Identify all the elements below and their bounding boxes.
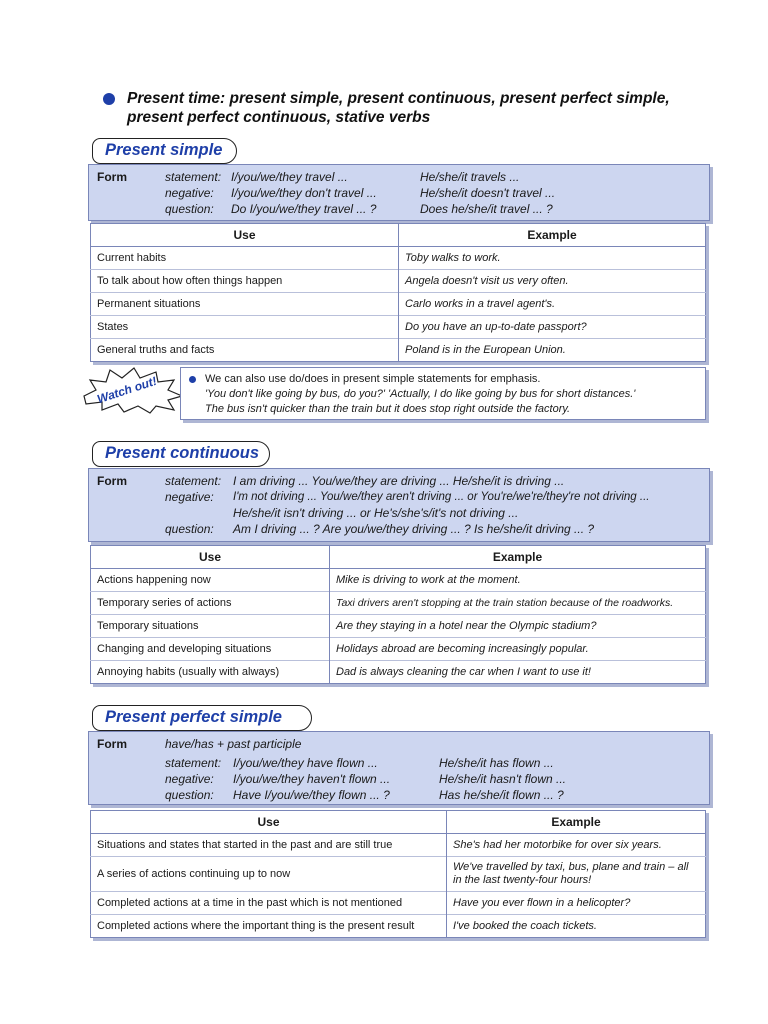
- form-label: Form: [97, 474, 127, 488]
- form-box-present-simple: [88, 164, 710, 221]
- form-negative-plural: I/you/we/they don't travel ...: [231, 186, 377, 200]
- form-negative-plural: I/you/we/they haven't flown ...: [233, 772, 391, 786]
- form-question-plural: Do I/you/we/they travel ... ?: [231, 202, 377, 216]
- form-question-singular: Does he/she/it travel ... ?: [420, 202, 553, 216]
- example-cell: Taxi drivers aren't stopping at the train station because of the roadworks.: [330, 592, 706, 615]
- use-cell: A series of actions continuing up to now: [91, 857, 447, 892]
- watch-out-badge: Watch out!: [95, 373, 159, 407]
- example-cell: We've travelled by taxi, bus, plane and train – all in the last twenty-four hours!: [447, 857, 706, 892]
- form-statement-singular: He/she/it has flown ...: [439, 756, 554, 770]
- example-cell: I've booked the coach tickets.: [447, 915, 706, 938]
- table-row: [91, 661, 706, 684]
- use-header: Use: [91, 224, 399, 247]
- watch-out-box: [180, 367, 706, 420]
- form-row-label: statement:: [165, 170, 222, 184]
- form-structure: have/has + past participle: [165, 737, 302, 751]
- form-negative: I'm not driving ... You/we/they aren't driving ... or You're/we're/they're not driving ...: [233, 491, 650, 503]
- example-cell: Carlo works in a travel agent's.: [399, 293, 706, 316]
- form-row-label: negative:: [165, 186, 214, 200]
- form-question-singular: Has he/she/it flown ... ?: [439, 788, 564, 802]
- example-cell: Mike is driving to work at the moment.: [330, 569, 706, 592]
- example-cell: Are they staying in a hotel near the Olympic stadium?: [330, 615, 706, 638]
- example-cell: Angela doesn't visit us very often.: [399, 270, 706, 293]
- use-cell: States: [91, 316, 399, 339]
- form-label: Form: [97, 170, 127, 184]
- section-tab-present-perfect-simple: Present perfect simple: [92, 705, 312, 731]
- table-row: [91, 316, 706, 339]
- form-row-label: statement:: [165, 756, 222, 770]
- example-header: Example: [399, 224, 706, 247]
- use-cell: Completed actions where the important thing is the present result: [91, 915, 447, 938]
- table-row: [91, 270, 706, 293]
- example-cell: Toby walks to work.: [399, 247, 706, 270]
- form-row-label: question:: [165, 202, 214, 216]
- table-row: [91, 834, 706, 857]
- section-tab-present-continuous: Present continuous: [92, 441, 270, 467]
- form-negative-singular: He/she/it isn't driving ... or He's/she's/it's not driving ...: [233, 506, 519, 520]
- form-statement-plural: I/you/we/they have flown ...: [233, 756, 378, 770]
- use-cell: Completed actions at a time in the past which is not mentioned: [91, 892, 447, 915]
- watch-out-line2: 'You don't like going by bus, do you?' 'Actually, I do like going by bus for short distances.': [205, 388, 636, 400]
- table-row: [91, 615, 706, 638]
- form-negative-singular: He/she/it doesn't travel ...: [420, 186, 556, 200]
- form-statement-plural: I/you/we/they travel ...: [231, 170, 348, 184]
- table-header-row: [91, 811, 706, 834]
- form-question: Am I driving ... ? Are you/we/they driving ... ? Is he/she/it driving ... ?: [233, 522, 595, 536]
- example-cell: Poland is in the European Union.: [399, 339, 706, 362]
- form-row-label: question:: [165, 522, 214, 536]
- use-table-present-simple: [90, 223, 706, 362]
- table-row: [91, 592, 706, 615]
- table-row: [91, 247, 706, 270]
- form-row-label: negative:: [165, 490, 214, 504]
- form-row-label: statement:: [165, 474, 222, 488]
- example-cell: Have you ever flown in a helicopter?: [447, 892, 706, 915]
- example-header: Example: [447, 811, 706, 834]
- form-negative-singular: He/she/it hasn't flown ...: [439, 772, 567, 786]
- example-cell: She's had her motorbike for over six years.: [447, 834, 706, 857]
- use-table-present-perfect-simple: [90, 810, 706, 938]
- example-cell: Holidays abroad are becoming increasingly popular.: [330, 638, 706, 661]
- form-box-present-continuous: [88, 468, 710, 542]
- use-header: Use: [91, 811, 447, 834]
- use-cell: Changing and developing situations: [91, 638, 330, 661]
- use-cell: Permanent situations: [91, 293, 399, 316]
- form-box-present-perfect-simple: [88, 731, 710, 805]
- form-row-label: negative:: [165, 772, 214, 786]
- table-row: [91, 339, 706, 362]
- use-cell: Actions happening now: [91, 569, 330, 592]
- page-title-line2: present perfect continuous, stative verbs: [127, 109, 431, 126]
- example-cell: Dad is always cleaning the car when I want to use it!: [330, 661, 706, 684]
- use-cell: Annoying habits (usually with always): [91, 661, 330, 684]
- table-header-row: [91, 546, 706, 569]
- watch-out-line1: We can also use do/does in present simple statements for emphasis.: [205, 373, 541, 385]
- use-cell: Situations and states that started in the past and are still true: [91, 834, 447, 857]
- bullet-icon: [103, 93, 115, 105]
- example-cell: Do you have an up-to-date passport?: [399, 316, 706, 339]
- page-title-line1: Present time: present simple, present continuous, present perfect simple,: [127, 90, 670, 107]
- table-row: [91, 569, 706, 592]
- table-row: [91, 892, 706, 915]
- form-question-plural: Have I/you/we/they flown ... ?: [233, 788, 390, 802]
- form-label: Form: [97, 737, 127, 751]
- use-cell: To talk about how often things happen: [91, 270, 399, 293]
- use-cell: General truths and facts: [91, 339, 399, 362]
- table-row: [91, 293, 706, 316]
- form-statement: I am driving ... You/we/they are driving ... He/she/it is driving ...: [233, 474, 565, 488]
- use-cell: Current habits: [91, 247, 399, 270]
- form-statement-singular: He/she/it travels ...: [420, 170, 520, 184]
- use-cell: Temporary series of actions: [91, 592, 330, 615]
- section-tab-present-simple: Present simple: [92, 138, 237, 164]
- table-header-row: [91, 224, 706, 247]
- watch-out-line3: The bus isn't quicker than the train but it does stop right outside the factory.: [205, 403, 571, 415]
- use-cell: Temporary situations: [91, 615, 330, 638]
- form-row-label: question:: [165, 788, 214, 802]
- use-header: Use: [91, 546, 330, 569]
- use-table-present-continuous: [90, 545, 706, 684]
- bullet-icon: [189, 376, 196, 383]
- table-row: [91, 638, 706, 661]
- table-row: [91, 915, 706, 938]
- table-row: [91, 857, 706, 892]
- example-header: Example: [330, 546, 706, 569]
